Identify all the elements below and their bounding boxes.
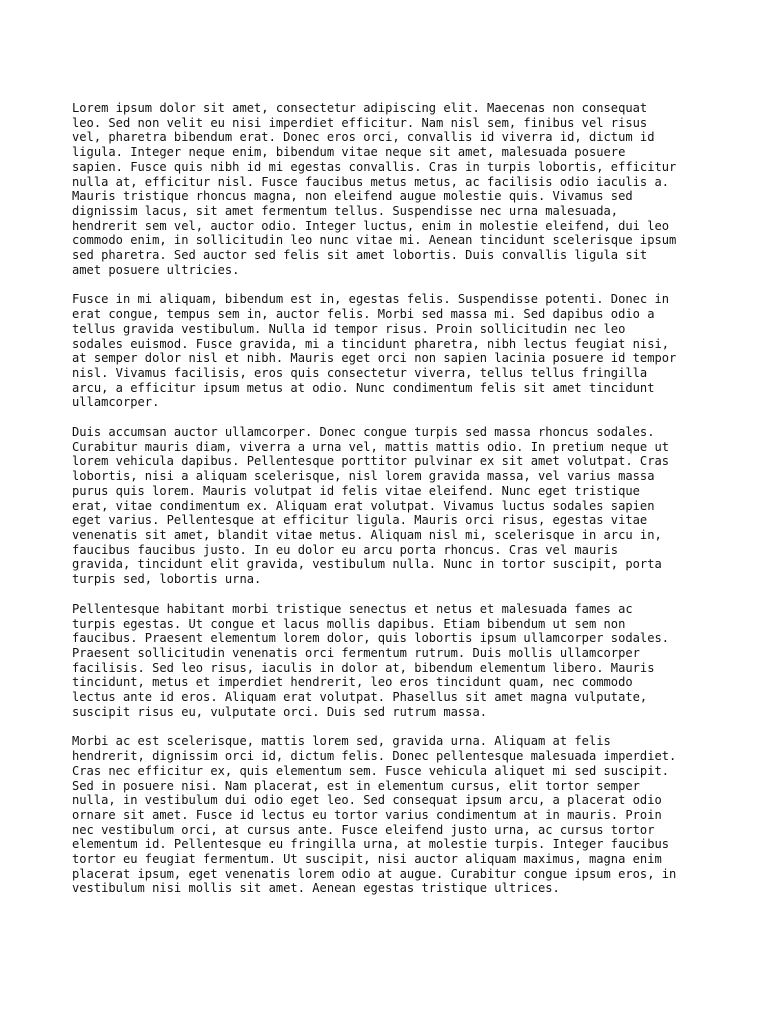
paragraph-1: Lorem ipsum dolor sit amet, consectetur adipiscing elit. Maecenas non consequat leo. Sed non velit eu nisi imperdiet efficitur. Nam nisl sem, finibus vel risus vel, pharetra bibendum erat. Donec eros orci, convallis id viverra id, dictum id ligula. Integer neque enim, bibendum vitae neque sit amet, malesuada posuere sapien. Fusce quis nibh id mi egestas convallis. Cras in turpis lobortis, efficitur nulla at, efficitur nisl. Fusce faucibus metus metus, ac facilisis odio iaculis a. Mauris tristique rhoncus magna, non eleifend augue molestie quis. Vivamus sed dignissim lacus, sit amet fermentum tellus. Suspendisse nec urna malesuada, hendrerit sem vel, auctor odio. Integer luctus, enim in molestie eleifend, dui leo commodo enim, in sollicitudin leo nunc vitae mi. Aenean tincidunt scelerisque ipsum sed pharetra. Sed auctor sed felis sit amet lobortis. Duis convallis ligula sit amet posuere ultricies. [72,101,677,277]
document-body [72,101,702,911]
paragraph-5: Morbi ac est scelerisque, mattis lorem sed, gravida urna. Aliquam at felis hendrerit, dignissim orci id, dictum felis. Donec pellentesque malesuada imperdiet. Cras nec efficitur ex, quis elementum sem. Fusce vehicula aliquet mi sed suscipit. Sed in posuere nisi. Nam placerat, est in elementum cursus, elit tortor semper nulla, in vestibulum dui odio eget leo. Sed consequat ipsum arcu, a placerat odio ornare sit amet. Fusce id lectus eu tortor varius condimentum at in mauris. Proin nec vestibulum orci, at cursus ante. Fusce eleifend justo urna, ac cursus tortor elementum id. Pellentesque eu fringilla urna, at molestie turpis. Integer faucibus tortor eu feugiat fermentum. Ut suscipit, nisi auctor aliquam maximus, magna enim placerat ipsum, eget venenatis lorem odio at augue. Curabitur congue ipsum eros, in vestibulum nisi mollis sit amet. Aenean egestas tristique ultrices. [72,734,677,896]
paragraph-2: Fusce in mi aliquam, bibendum est in, egestas felis. Suspendisse potenti. Donec in erat congue, tempus sem in, auctor felis. Morbi sed massa mi. Sed dapibus odio a tellus gravida vestibulum. Nulla id tempor risus. Proin sollicitudin nec leo sodales euismod. Fusce gravida, mi a tincidunt pharetra, nibh lectus feugiat nisi, at semper dolor nisl et nibh. Mauris eget orci non sapien lacinia posuere id tempor nisl. Vivamus facilisis, eros quis consectetur viverra, tellus tellus fringilla arcu, a efficitur ipsum metus at odio. Nunc condimentum felis sit amet tincidunt ullamcorper. [72,292,677,410]
paragraph-3: Duis accumsan auctor ullamcorper. Donec congue turpis sed massa rhoncus sodales. Curabitur mauris diam, viverra a urna vel, mattis mattis odio. In pretium neque ut lorem vehicula dapibus. Pellentesque porttitor pulvinar ex sit amet volutpat. Cras lobortis, nisi a aliquam scelerisque, nisl lorem gravida massa, vel varius massa purus quis lorem. Mauris volutpat id felis vitae eleifend. Nunc eget tristique erat, vitae condimentum ex. Aliquam erat volutpat. Vivamus luctus sodales sapien eget varius. Pellentesque at efficitur ligula. Mauris orci risus, egestas vitae venenatis sit amet, blandit vitae metus. Aliquam nisl mi, scelerisque in arcu in, faucibus faucibus justo. In eu dolor eu arcu porta rhoncus. Cras vel mauris gravida, tincidunt elit gravida, vestibulum nulla. Nunc in tortor suscipit, porta turpis sed, lobortis urna. [72,425,670,587]
paragraph-4: Pellentesque habitant morbi tristique senectus et netus et malesuada fames ac turpis egestas. Ut congue et lacus mollis dapibus. Etiam bibendum ut sem non faucibus. Praesent elementum lorem dolor, quis lobortis ipsum ullamcorper sodales. Praesent sollicitudin venenatis orci fermentum rutrum. Duis mollis ullamcorper facilisis. Sed leo risus, iaculis in dolor at, bibendum elementum libero. Mauris tincidunt, metus et imperdiet hendrerit, leo eros tincidunt quam, nec commodo lectus ante id eros. Aliquam erat volutpat. Phasellus sit amet magna vulputate, suscipit risus eu, vulputate orci. Duis sed rutrum massa. [72,601,670,719]
